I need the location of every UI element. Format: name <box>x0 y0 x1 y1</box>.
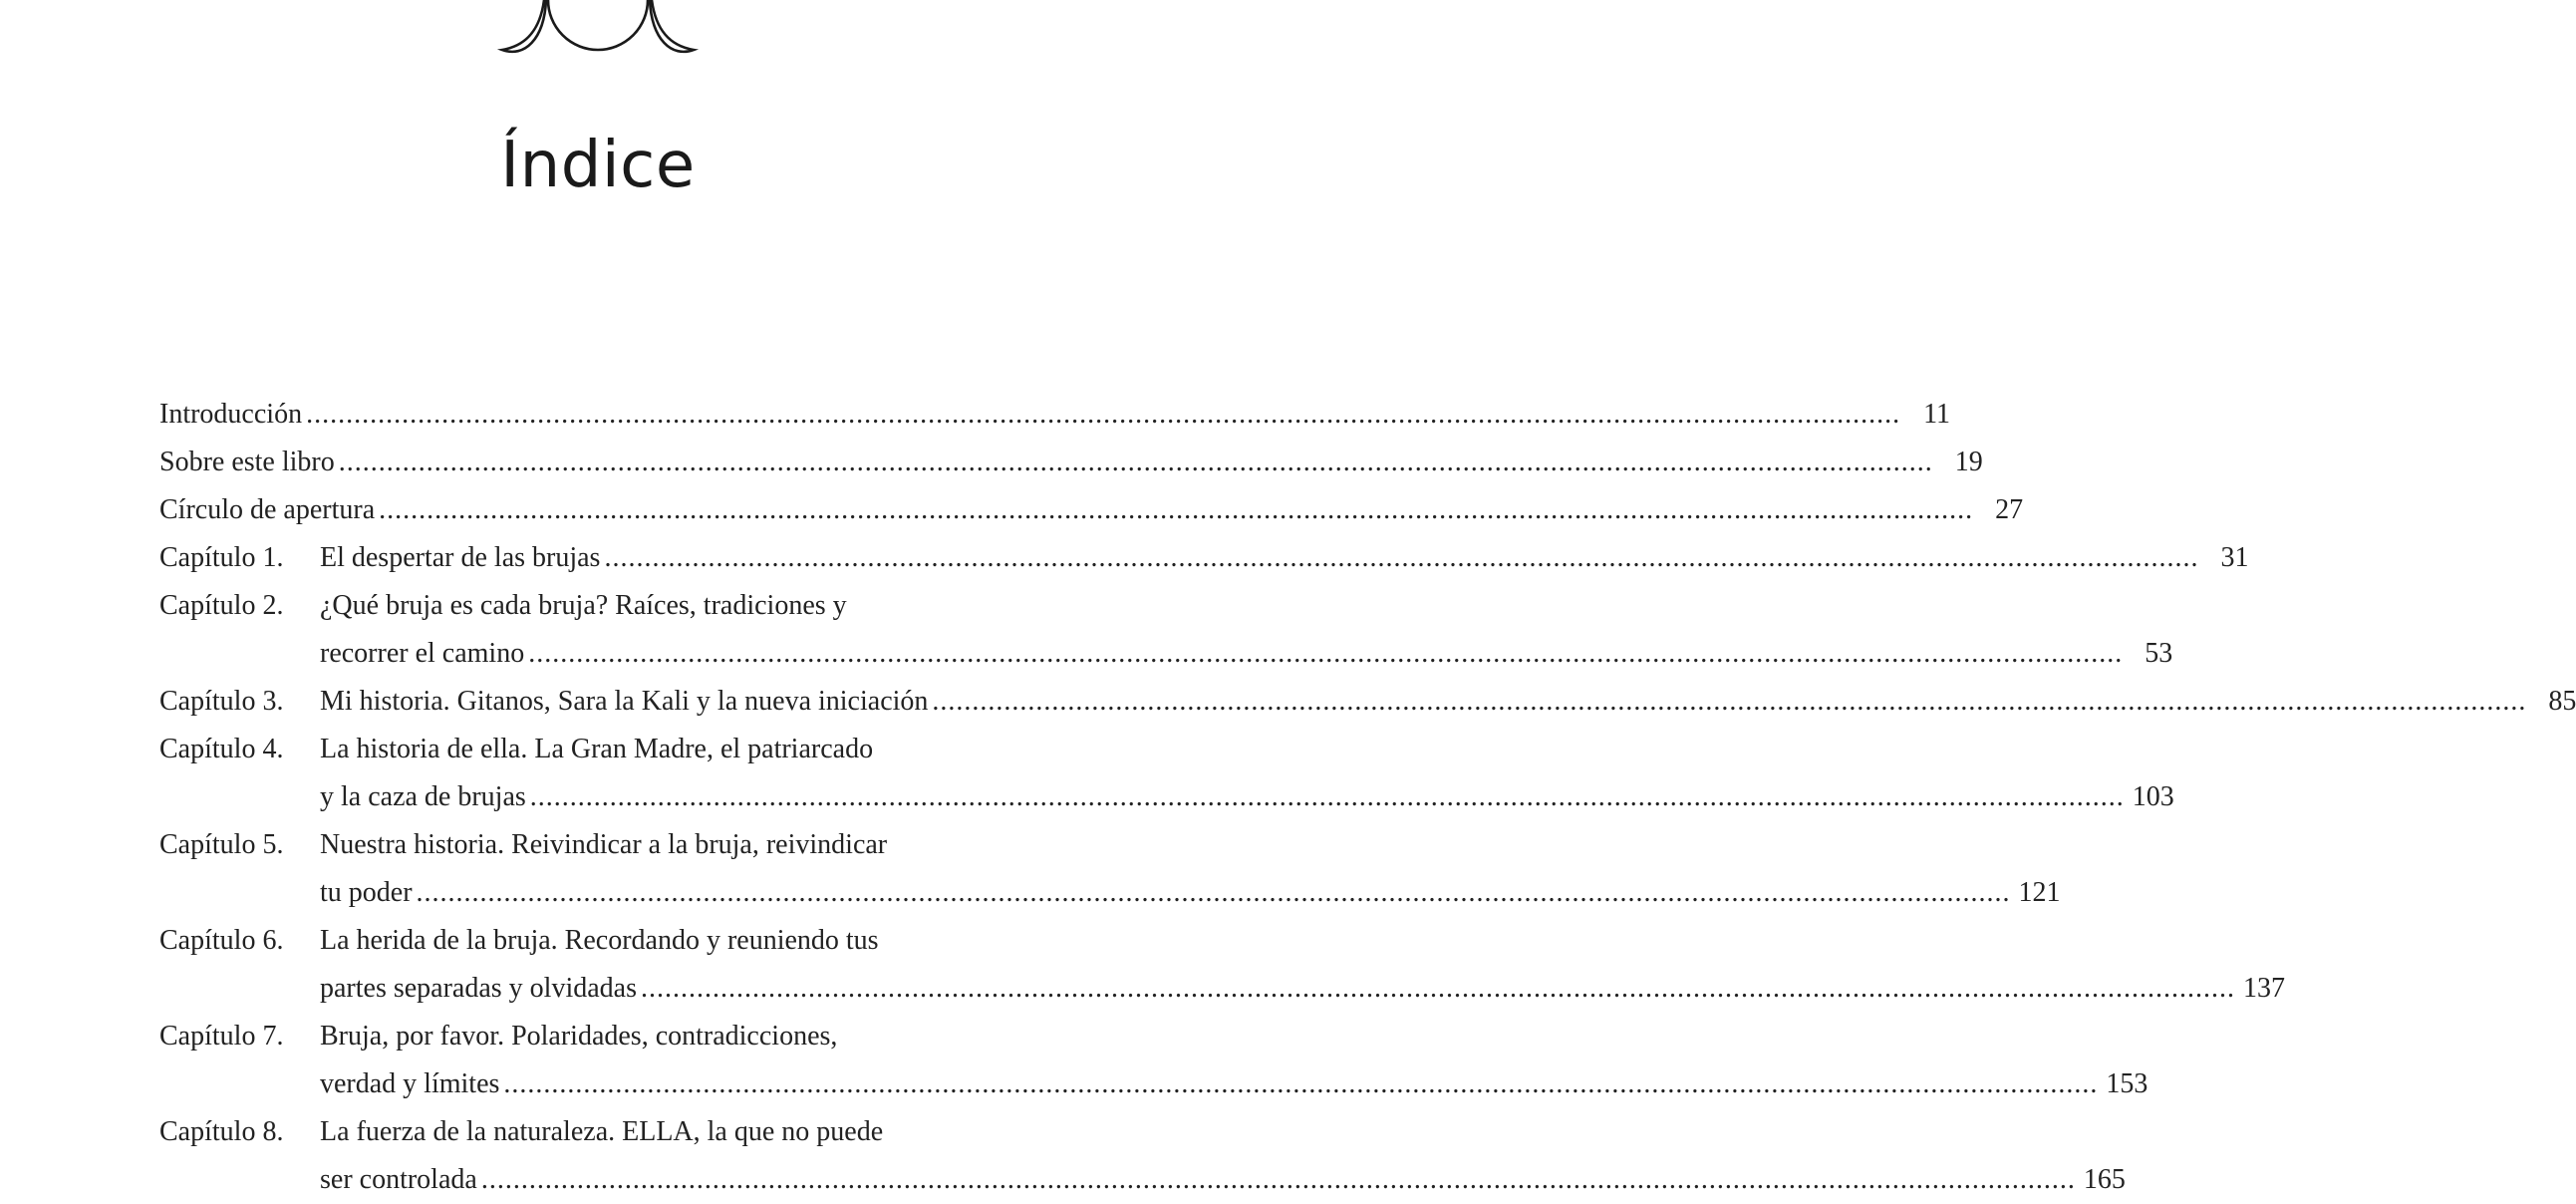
page-number: 53 <box>2145 638 2173 669</box>
entry-title: ser controlada <box>320 1164 477 1195</box>
entry-title: y la caza de brujas <box>320 781 526 812</box>
page-number: 31 <box>2220 542 2249 573</box>
dot-leader: ........................................................................................................................................................................................................ <box>932 686 2527 717</box>
toc-entry <box>159 726 2174 821</box>
toc-entry <box>159 678 2576 726</box>
toc-line <box>159 391 1951 439</box>
page-number: 153 <box>2106 1068 2148 1099</box>
entry-title: Nuestra historia. Reivindicar a la bruja, reivindicar <box>320 829 888 860</box>
chapter-number: Capítulo 5. <box>159 829 284 860</box>
entry-title: verdad y límites <box>320 1068 500 1099</box>
chapter-number: Capítulo 6. <box>159 925 284 956</box>
entry-title: Introducción <box>159 399 303 430</box>
page-number: 121 <box>2018 877 2061 908</box>
chapter-number: Capítulo 1. <box>159 542 284 573</box>
toc-entry <box>159 534 2249 582</box>
dot-leader: ........................................................................................................................................................................................................ <box>338 447 1933 477</box>
dot-leader: ........................................................................................................................................................................................................ <box>416 877 2011 908</box>
entry-title: El despertar de las brujas <box>320 542 601 573</box>
chapter-number: Capítulo 7. <box>159 1021 284 1052</box>
entry-title: tu poder <box>320 877 413 908</box>
toc-line <box>159 869 2061 917</box>
toc-line <box>159 439 1983 486</box>
toc-entry <box>159 917 2285 1013</box>
page-number: 137 <box>2243 973 2285 1004</box>
toc-line <box>159 773 2174 821</box>
entry-title: La historia de ella. La Gran Madre, el patriarcado <box>320 734 874 764</box>
entry-title: La fuerza de la naturaleza. ELLA, la que no puede <box>320 1116 884 1147</box>
chapter-number: Capítulo 3. <box>159 686 284 717</box>
toc-entry <box>159 821 2061 917</box>
table-of-contents <box>159 391 2576 1204</box>
entry-title: recorrer el camino <box>320 638 525 669</box>
dot-leader: ........................................................................................................................................................................................................ <box>604 542 2199 573</box>
toc-entry <box>159 391 1951 439</box>
toc-entry <box>159 1013 2148 1108</box>
toc-entry <box>159 582 2173 678</box>
toc-line <box>159 821 1034 869</box>
page-number: 27 <box>1995 494 2024 525</box>
toc-line <box>159 965 2285 1013</box>
dot-leader: ........................................................................................................................................................................................................ <box>641 973 2235 1004</box>
dot-leader: ........................................................................................................................................................................................................ <box>503 1068 2099 1099</box>
dot-leader: ........................................................................................................................................................................................................ <box>528 638 2124 669</box>
page-number: 165 <box>2083 1164 2126 1195</box>
chapter-number: Capítulo 8. <box>159 1116 284 1147</box>
dot-leader: ........................................................................................................................................................................................................ <box>306 399 1901 430</box>
toc-line <box>159 582 1034 630</box>
toc-line <box>159 630 2173 678</box>
entry-title: Sobre este libro <box>159 447 335 477</box>
triple-moon-icon <box>496 0 700 56</box>
dot-leader: ........................................................................................................................................................................................................ <box>529 781 2125 812</box>
page-number: 103 <box>2132 781 2174 812</box>
entry-title: ¿Qué bruja es cada bruja? Raíces, tradiciones y <box>320 590 847 621</box>
page-title: Índice <box>500 129 696 202</box>
dot-leader: ........................................................................................................................................................................................................ <box>379 494 1974 525</box>
toc-line <box>159 678 2576 726</box>
toc-line <box>159 534 2249 582</box>
toc-line <box>159 1060 2148 1108</box>
toc-line <box>159 486 2024 534</box>
entry-title: La herida de la bruja. Recordando y reuniendo tus <box>320 925 879 956</box>
entry-title: partes separadas y olvidadas <box>320 973 637 1004</box>
toc-line <box>159 917 1034 965</box>
page-number: 85 <box>2548 686 2576 717</box>
toc-line <box>159 1156 2126 1204</box>
chapter-number: Capítulo 2. <box>159 590 284 621</box>
toc-line <box>159 1108 1034 1156</box>
toc-entry <box>159 486 2024 534</box>
page-number: 11 <box>1923 399 1951 430</box>
chapter-number: Capítulo 4. <box>159 734 284 764</box>
page-number: 19 <box>1954 447 1983 477</box>
toc-line <box>159 726 1034 773</box>
dot-leader: ........................................................................................................................................................................................................ <box>480 1164 2076 1195</box>
entry-title: Mi historia. Gitanos, Sara la Kali y la nueva iniciación <box>320 686 929 717</box>
toc-line <box>159 1013 1034 1060</box>
entry-title: Círculo de apertura <box>159 494 376 525</box>
toc-entry <box>159 439 1983 486</box>
toc-entry <box>159 1108 2126 1204</box>
entry-title: Bruja, por favor. Polaridades, contradicciones, <box>320 1021 838 1052</box>
